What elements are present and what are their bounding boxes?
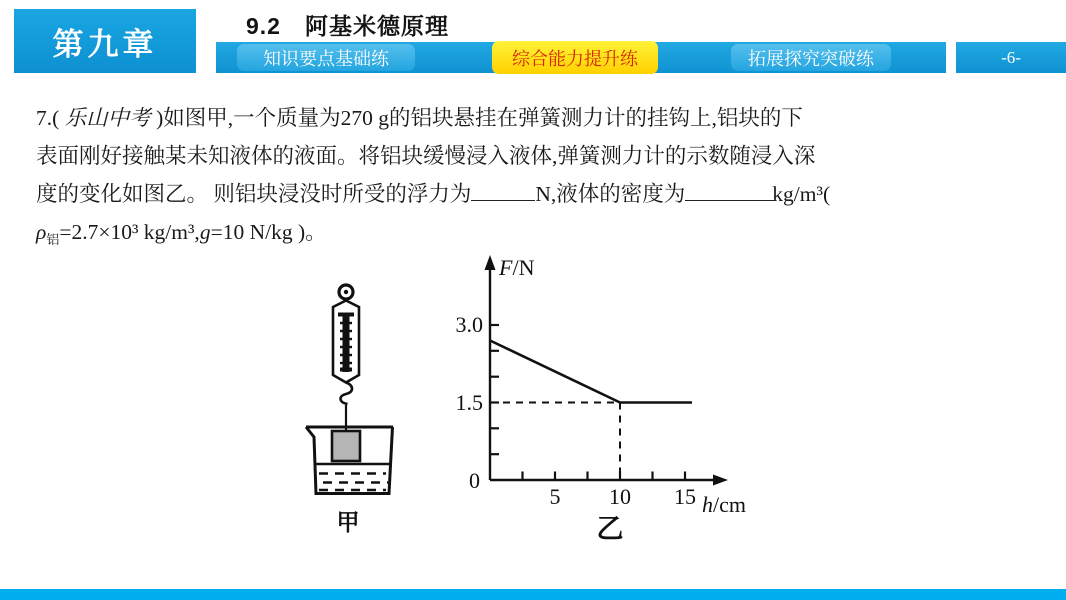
tab-label: 知识要点基础练 <box>263 48 389 69</box>
y-axis-label <box>498 255 535 280</box>
page-title: 9.2 阿基米德原理 <box>246 13 449 39</box>
axes <box>490 266 716 480</box>
tab-label: 拓展探究突破练 <box>748 48 874 69</box>
y-axis-variable: F <box>499 255 513 280</box>
tab-comprehensive-improve[interactable] <box>492 41 658 74</box>
answer-blank-buoyancy <box>471 181 535 201</box>
xtick-label-10: 10 <box>609 484 631 509</box>
problem-line-4-text-a: =2.7×10³ kg/m³, <box>59 220 200 244</box>
chapter-label: 第九章 <box>52 26 158 62</box>
page-number-badge <box>956 42 1066 73</box>
g-symbol: g <box>199 220 211 244</box>
figure-jia-label: 甲 <box>336 510 360 535</box>
figure-yi-label: 乙 <box>596 514 624 544</box>
ytick-label-3_0: 3.0 <box>455 312 483 337</box>
exam-source: 乐山中考 <box>59 106 157 130</box>
rho-symbol: ρ <box>36 220 47 244</box>
spring-scale <box>333 285 359 404</box>
problem-line-2-text: 表面刚好接触某未知液体的液面。将铝块缓慢浸入液体,弹簧测力计的示数随浸入深 <box>36 144 816 168</box>
x-axis-variable: h <box>702 492 713 517</box>
tab-expand-explore[interactable] <box>731 44 891 71</box>
dashed-guides <box>490 403 620 481</box>
data-line-F-vs-h <box>490 341 692 403</box>
x-axis-arrow <box>713 475 728 486</box>
x-axis-label <box>702 492 746 517</box>
rho-subscript: 铝 <box>46 232 60 247</box>
answer-blank-density <box>685 181 774 201</box>
problem-line-3-text-c: kg/m³( <box>772 182 831 206</box>
problem-line-3-text-a: 度的变化如图乙。 则铝块浸没时所受的浮力为 <box>36 182 472 206</box>
figure-yi-graph <box>440 250 770 546</box>
tab-bar <box>216 42 946 73</box>
question-number: 7.( <box>36 106 60 130</box>
problem-line-3 <box>36 175 1038 213</box>
problem-text <box>36 99 1038 259</box>
figure-jia-spring-scale-diagram <box>287 276 417 538</box>
problem-line-4-text-b: =10 N/kg )。 <box>210 220 327 244</box>
xtick-label-5: 5 <box>549 484 561 509</box>
ytick-label-1_5: 1.5 <box>455 390 483 415</box>
problem-line-1-text: )如图甲,一个质量为270 g的铝块悬挂在弹簧测力计的挂钩上,铝块的下 <box>156 106 803 130</box>
origin-label: 0 <box>469 468 480 493</box>
y-axis-arrow <box>485 255 496 270</box>
x-axis-ticks <box>523 472 686 481</box>
tab-knowledge-basics[interactable] <box>237 44 415 71</box>
xtick-label-15: 15 <box>674 484 696 509</box>
aluminum-block <box>332 431 360 461</box>
y-axis-unit: /N <box>512 255 535 280</box>
problem-line-1 <box>36 99 1038 137</box>
x-axis-unit: /cm <box>713 492 746 517</box>
footer-bar <box>0 589 1066 600</box>
page-number: -6- <box>1001 47 1021 67</box>
scale-ring-center <box>344 290 348 294</box>
problem-line-2 <box>36 137 1038 175</box>
scale-hook <box>341 383 352 405</box>
chapter-badge <box>14 9 196 73</box>
tab-label: 综合能力提升练 <box>512 48 638 69</box>
problem-line-3-text-b: N,液体的密度为 <box>535 182 686 206</box>
